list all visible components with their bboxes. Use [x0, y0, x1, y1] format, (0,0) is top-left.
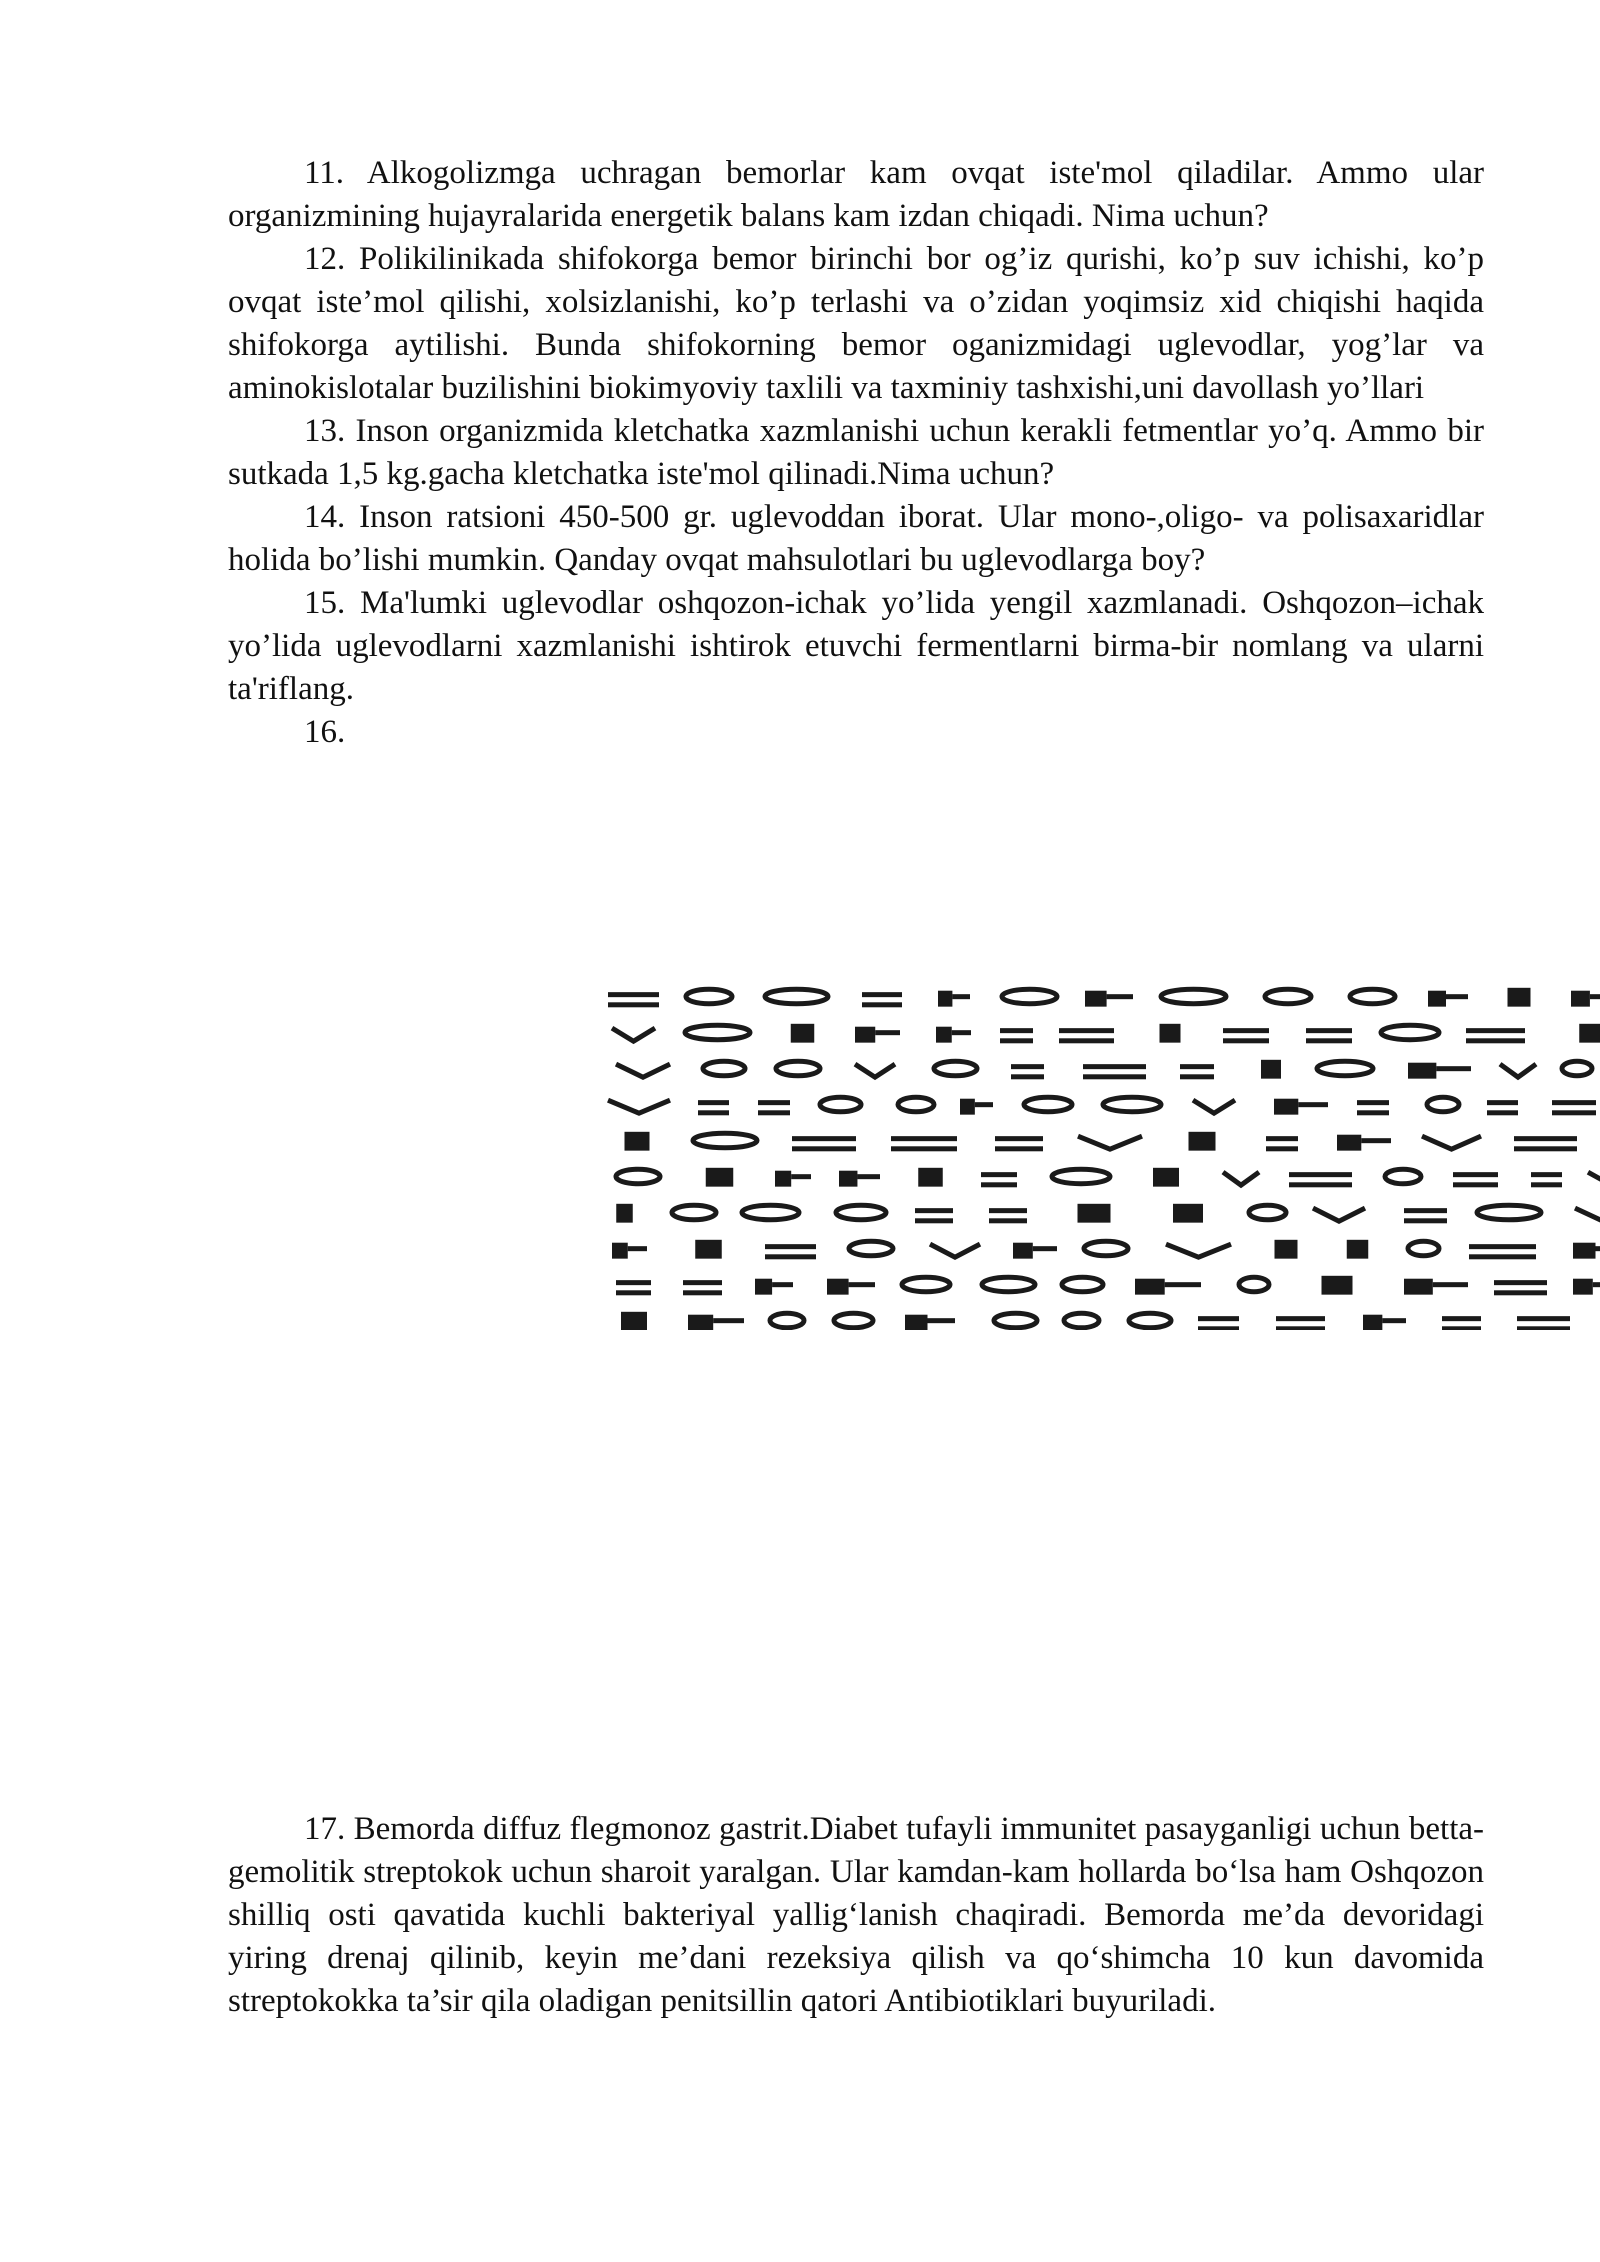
garbled-glyph: [616, 1280, 651, 1295]
garbled-glyph: [612, 1243, 647, 1259]
question-number: 17.: [304, 1811, 346, 1847]
garbled-glyph: [1052, 1169, 1110, 1184]
garbled-glyph: [1002, 989, 1057, 1004]
garbled-glyph: [1517, 1316, 1570, 1330]
garbled-glyph: [1469, 1244, 1536, 1259]
garbled-glyph: [1275, 1240, 1298, 1259]
garbled-glyph: [616, 1169, 660, 1184]
garbled-glyph: [1083, 1064, 1146, 1079]
garbled-glyph: [1404, 1208, 1447, 1223]
garbled-glyph: [1289, 1172, 1352, 1187]
garbled-glyph: [1078, 1136, 1142, 1149]
question-text: Bemorda diffuz flegmonoz gastrit.Diabet tufayli immunitet pasayganligi uchun betta-gemolitik streptokok uchun sharoit yaralgan. Ular kamdan-kam hollarda bo‘lsa ham Oshqozon shilliq osti qavatida kuchli bakteriyal yallig‘lanish chaqiradi. Bemorda me’da devoridagi yiring drenaj qilinib, keyin me’dani rezeksiya qilish va qo‘shimcha 10 kun davomida streptokokka ta’sir qila oladigan penitsillin qatori Antibiotiklari buyuriladi.: [228, 1811, 1484, 2019]
garbled-glyph: [1404, 1279, 1468, 1295]
garbled-glyph: [1337, 1135, 1391, 1151]
garbled-glyph: [1153, 1168, 1179, 1187]
garbled-glyph: [792, 1136, 856, 1151]
questions-11-16: [228, 152, 1484, 754]
garbled-glyph: [1266, 1136, 1298, 1151]
garbled-glyph: [898, 1097, 934, 1112]
garbled-glyph: [672, 1205, 716, 1220]
garbled-glyph: [834, 1313, 873, 1328]
garbled-glyph: [1161, 989, 1226, 1004]
garbled-glyph: [1562, 1061, 1592, 1076]
garbled-glyph: [1198, 1316, 1239, 1330]
garbled-glyph: [938, 991, 970, 1007]
garbled-glyph: [612, 1028, 655, 1041]
garbled-glyph: [1494, 1280, 1547, 1295]
garbled-glyph: [742, 1205, 799, 1220]
garbled-text-graphic: [590, 972, 1600, 1330]
garbled-glyph: [1064, 1313, 1099, 1328]
garbled-glyph: [1350, 989, 1395, 1004]
garbled-glyph: [1453, 1172, 1498, 1187]
question-11: [228, 152, 1484, 238]
garbled-glyph: [1166, 1244, 1231, 1257]
garbled-glyph: [770, 1313, 804, 1328]
garbled-glyph: [693, 1133, 757, 1148]
garbled-glyph: [934, 1061, 977, 1076]
question-text: Alkogolizmga uchragan bemorlar kam ovqat iste'mol qiladilar. Ammo ular organizmining hujayralarida energetik balans kam izdan chiqadi. Nima uchun?: [228, 155, 1484, 234]
garbled-glyph: [1078, 1204, 1111, 1223]
garbled-glyph: [1129, 1313, 1171, 1328]
garbled-glyph: [1408, 1063, 1471, 1079]
garbled-glyph: [616, 1204, 633, 1223]
garbled-glyph: [776, 1061, 820, 1076]
garbled-glyph: [1381, 1025, 1439, 1040]
garbled-glyph: [995, 1136, 1043, 1151]
garbled-glyph: [1322, 1276, 1353, 1295]
garbled-glyph: [1573, 1279, 1600, 1295]
garbled-glyph: [836, 1205, 886, 1220]
garbled-glyph: [616, 1064, 670, 1077]
garbled-glyph: [1062, 1277, 1103, 1292]
garbled-glyph: [981, 1172, 1017, 1187]
garbled-glyph: [706, 1168, 734, 1187]
garbled-glyph: [855, 1027, 900, 1043]
garbled-glyph: [686, 989, 732, 1004]
garbled-glyph: [891, 1136, 957, 1151]
garbled-glyph: [1193, 1100, 1235, 1113]
garbled-glyph: [1173, 1204, 1203, 1223]
garbled-glyph: [621, 1312, 647, 1330]
garbled-glyph: [1579, 1024, 1600, 1043]
garbled-glyph: [820, 1097, 861, 1112]
garbled-glyph: [1588, 1172, 1600, 1185]
garbled-glyph: [695, 1240, 722, 1259]
garbled-glyph: [1276, 1316, 1325, 1330]
garbled-glyph: [608, 992, 659, 1007]
garbled-glyph: [1466, 1028, 1525, 1043]
garbled-glyph: [905, 1315, 955, 1330]
question-12: [228, 238, 1484, 410]
garbled-glyph: [915, 1208, 953, 1223]
garbled-glyph: [982, 1277, 1035, 1292]
garbled-glyph: [1059, 1028, 1114, 1043]
garbled-glyph: [1477, 1205, 1541, 1220]
garbled-glyph: [1306, 1028, 1352, 1043]
question-number: 12.: [304, 241, 346, 277]
question-text: Inson organizmida kletchatka xazmlanishi uchun kerakli fetmentlar yo’q. Ammo bir sutkada 1,5 kg.gacha kletchatka iste'mol qilinadi.Nima uchun?: [228, 413, 1485, 492]
question-number: 14.: [304, 499, 346, 535]
garbled-glyph: [902, 1277, 950, 1292]
garbled-glyph: [1500, 1064, 1536, 1077]
garbled-glyph: [608, 1100, 670, 1113]
question-16: [228, 711, 1484, 754]
garbled-glyph: [1571, 991, 1600, 1007]
garbled-glyph: [1085, 991, 1133, 1007]
garbled-glyph: [775, 1171, 811, 1187]
garbled-glyph: [930, 1244, 980, 1257]
garbled-glyph: [1084, 1241, 1128, 1256]
garbled-glyph: [1223, 1028, 1269, 1043]
garbled-glyph: [1239, 1277, 1269, 1292]
garbled-glyph: [918, 1168, 943, 1187]
garbled-glyph: [1487, 1100, 1518, 1115]
question-number: 11.: [304, 155, 345, 191]
garbled-glyph: [1573, 1243, 1600, 1259]
garbled-glyph: [765, 989, 828, 1004]
garbled-glyph: [1408, 1241, 1439, 1256]
garbled-glyph: [625, 1132, 650, 1151]
garbled-glyph: [1000, 1028, 1033, 1043]
garbled-glyph: [1514, 1136, 1577, 1151]
question-number: 15.: [304, 585, 346, 621]
question-14: [228, 496, 1484, 582]
garbled-glyph: [1135, 1279, 1201, 1295]
question-number: 16.: [304, 714, 346, 750]
garbled-glyph: [1442, 1316, 1481, 1330]
question-13: [228, 410, 1484, 496]
question-text: Inson ratsioni 450-500 gr. uglevoddan iborat. Ular mono-,oligo- va polisaxaridlar holida bo’lishi mumkin. Qanday ovqat mahsulotlari bu uglevodlarga boy?: [228, 499, 1484, 578]
garbled-glyph: [1160, 1024, 1181, 1043]
question-17-block: [228, 1808, 1484, 2023]
question-17: [228, 1808, 1484, 2023]
garbled-glyph: [1249, 1205, 1286, 1220]
garbled-glyph: [936, 1027, 971, 1043]
garbled-glyph: [685, 1025, 750, 1040]
garbled-glyph: [1575, 1208, 1600, 1221]
garbled-glyph: [1357, 1100, 1389, 1115]
garbled-glyph: [1531, 1172, 1562, 1187]
question-text: Ma'lumki uglevodlar oshqozon-ichak yo’lida yengil xazmlanadi. Oshqozon–ichak yo’lida uglevodlarni xazmlanishi ishtirok etuvchi fermentlarni birma-bir nomlang va ularni ta'riflang.: [228, 585, 1484, 707]
garbled-glyph: [1180, 1064, 1214, 1079]
garbled-glyph: [1347, 1240, 1369, 1259]
garbled-glyph: [855, 1064, 895, 1077]
garbled-glyph: [1385, 1169, 1421, 1184]
garbled-glyph: [1313, 1208, 1365, 1221]
garbled-glyph: [1422, 1136, 1481, 1149]
garbled-glyph: [839, 1171, 880, 1187]
garbled-glyph: [1274, 1099, 1328, 1115]
garbled-glyph: [683, 1280, 722, 1295]
garbled-glyph: [1317, 1061, 1373, 1076]
garbled-glyph: [827, 1279, 875, 1295]
question-number: 13.: [304, 413, 346, 449]
garbled-glyph: [1265, 989, 1311, 1004]
garbled-glyph: [703, 1061, 745, 1076]
garbled-glyph: [1261, 1060, 1281, 1079]
garbled-glyph: [849, 1241, 893, 1256]
garbled-glyph: [1363, 1315, 1406, 1330]
garbled-glyph: [1024, 1097, 1072, 1112]
garbled-glyph: [698, 1100, 729, 1115]
garbled-glyph: [1013, 1243, 1057, 1259]
question-15: [228, 582, 1484, 711]
garbled-glyph: [791, 1024, 815, 1043]
garbled-glyph: [1427, 1097, 1459, 1112]
garbled-glyph: [960, 1099, 993, 1115]
garbled-glyph: [1552, 1100, 1596, 1115]
garbled-text-image: [590, 972, 1600, 1330]
garbled-glyph: [1011, 1064, 1044, 1079]
garbled-glyph: [1223, 1172, 1259, 1185]
garbled-glyph: [994, 1313, 1037, 1328]
garbled-glyph: [862, 992, 902, 1007]
garbled-glyph: [755, 1279, 793, 1295]
garbled-glyph: [1508, 988, 1531, 1007]
garbled-glyph: [688, 1315, 744, 1330]
garbled-glyph: [765, 1244, 816, 1259]
garbled-glyph: [758, 1100, 790, 1115]
garbled-glyph: [1103, 1097, 1161, 1112]
garbled-glyph: [1189, 1132, 1216, 1151]
garbled-glyph: [1428, 991, 1468, 1007]
question-text: Polikilinikada shifokorga bemor birinchi bor og’iz qurishi, ko’p suv ichishi, ko’p ovqat iste’mol qilishi, xolsizlanishi, ko’p terlashi va o’zidan yoqimsiz xid chiqishi haqida shifokorga aytilishi. Bunda shifokorning bemor oganizmidagi uglevodlar, yog’lar va aminokislotalar buzilishini biokimyoviy taxlili va taxminiy tashxishi,uni davollash yo’llari: [228, 241, 1485, 406]
garbled-glyph: [989, 1208, 1027, 1223]
